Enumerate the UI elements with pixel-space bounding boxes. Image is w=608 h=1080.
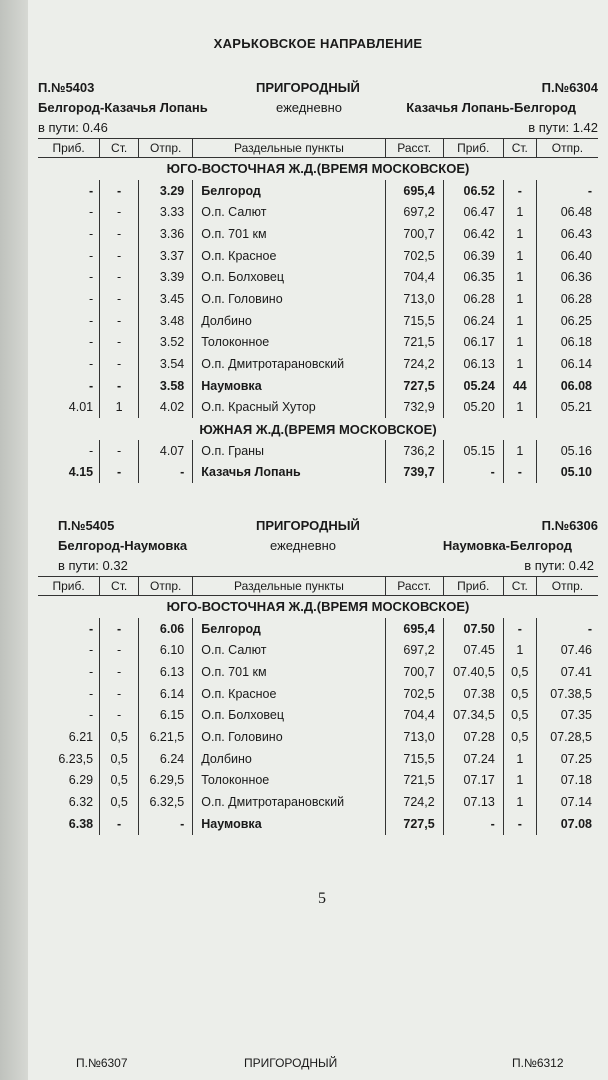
- cell-return-stop: 44: [503, 375, 536, 397]
- cell-return-departure: 06.48: [560, 205, 592, 220]
- cell-return-stop: 0,5: [503, 726, 536, 748]
- cell-return-departure: 06.43: [560, 226, 592, 241]
- column-header-distance: Расст.: [385, 577, 443, 596]
- cell-return-arrival: 06.35: [443, 266, 503, 288]
- railway-section-row: [38, 158, 598, 180]
- cell-stop: 0,5: [100, 770, 139, 792]
- column-header-return-stop: Ст.: [503, 577, 536, 596]
- table-row: [38, 791, 598, 813]
- cell-station: О.п. Салют: [193, 201, 385, 223]
- cell-stop: 0,5: [100, 748, 139, 770]
- cell-arrival: -: [38, 704, 100, 726]
- cell-departure: 3.39: [139, 266, 193, 288]
- cell-return-departure: 06.14: [560, 357, 592, 372]
- cell-return-arrival: 07.28: [443, 726, 503, 748]
- table-row: [38, 245, 598, 267]
- cell-distance: 695,4: [385, 180, 443, 202]
- table-row: [38, 748, 598, 770]
- cell-station: О.п. Дмитротарановский: [193, 353, 385, 375]
- cell-return-departure: 05.21: [560, 400, 592, 415]
- cell-departure: 6.13: [139, 661, 193, 683]
- train-header-row: [38, 518, 608, 538]
- cell-return-stop: 1: [503, 201, 536, 223]
- table-row: [38, 618, 598, 640]
- table-row: [38, 266, 598, 288]
- travel-time-right: в пути: 1.42: [528, 120, 598, 135]
- cell-station: О.п. Болховец: [193, 704, 385, 726]
- column-header-return-arrival: Приб.: [443, 577, 503, 596]
- cell-distance: 727,5: [385, 813, 443, 835]
- cell-arrival: -: [38, 639, 100, 661]
- cell-departure: -: [139, 462, 193, 484]
- cell-distance: 724,2: [385, 791, 443, 813]
- cell-departure: 3.37: [139, 245, 193, 267]
- cell-arrival: -: [38, 245, 100, 267]
- cell-arrival: 4.15: [38, 462, 100, 484]
- cell-distance: 721,5: [385, 332, 443, 354]
- cell-return-departure: 07.18: [560, 773, 592, 788]
- cell-stop: -: [100, 704, 139, 726]
- table-row: [38, 201, 598, 223]
- cell-station: О.п. Красное: [193, 683, 385, 705]
- column-header-departure: Отпр.: [139, 577, 193, 596]
- cell-station: О.п. Красное: [193, 245, 385, 267]
- cell-return-departure: 05.16: [560, 443, 592, 458]
- train-number-left: П.№5405: [58, 518, 115, 533]
- cell-return-departure: 06.25: [560, 313, 592, 328]
- cell-stop: 0,5: [100, 791, 139, 813]
- cell-departure: 4.02: [139, 397, 193, 419]
- cell-return-arrival: 06.13: [443, 353, 503, 375]
- cell-return-stop: 1: [503, 332, 536, 354]
- cell-distance: 704,4: [385, 266, 443, 288]
- cell-departure: 3.45: [139, 288, 193, 310]
- cell-station: Белгород: [193, 618, 385, 640]
- cell-return-stop: -: [503, 618, 536, 640]
- table-row: [38, 288, 598, 310]
- cell-return-departure: -: [587, 621, 592, 636]
- cell-return-departure: 07.25: [560, 751, 592, 766]
- train-type: ПРИГОРОДНЫЙ: [256, 80, 360, 95]
- timetable-table-1: [38, 138, 598, 483]
- cell-departure: 6.14: [139, 683, 193, 705]
- cell-arrival: -: [38, 683, 100, 705]
- cell-distance: 727,5: [385, 375, 443, 397]
- table-row: [38, 683, 598, 705]
- train-type: ПРИГОРОДНЫЙ: [256, 518, 360, 533]
- cell-stop: -: [100, 310, 139, 332]
- cell-return-arrival: 06.28: [443, 288, 503, 310]
- railway-name: ЮГО-ВОСТОЧНАЯ Ж.Д.(ВРЕМЯ МОСКОВСКОЕ): [166, 599, 470, 615]
- cell-arrival: 6.32: [38, 791, 100, 813]
- cell-return-arrival: 07.38: [443, 683, 503, 705]
- cell-station: Долбино: [193, 748, 385, 770]
- cell-distance: 713,0: [385, 288, 443, 310]
- cell-return-arrival: 06.52: [443, 180, 503, 202]
- column-header-arrival: Приб.: [38, 139, 100, 158]
- timetable-table-2: [38, 576, 598, 835]
- cell-return-departure: 07.41: [560, 664, 592, 679]
- cell-distance: 704,4: [385, 704, 443, 726]
- cell-distance: 715,5: [385, 310, 443, 332]
- table-row: [38, 353, 598, 375]
- cell-return-stop: 1: [503, 397, 536, 419]
- cell-return-arrival: 07.24: [443, 748, 503, 770]
- cell-stop: -: [100, 223, 139, 245]
- cell-stop: -: [100, 332, 139, 354]
- cell-arrival: -: [38, 332, 100, 354]
- route-right: Наумовка-Белгород: [442, 538, 572, 553]
- cell-departure: 6.10: [139, 639, 193, 661]
- train-type: ПРИГОРОДНЫЙ: [244, 1056, 338, 1070]
- timetable-block-1: [38, 80, 608, 483]
- cell-station: О.п. 701 км: [193, 223, 385, 245]
- cell-stop: 0,5: [100, 726, 139, 748]
- cell-distance: 739,7: [385, 462, 443, 484]
- cell-station: О.п. Дмитротарановский: [193, 791, 385, 813]
- column-header-return-departure: Отпр.: [536, 139, 598, 158]
- cell-return-arrival: 06.39: [443, 245, 503, 267]
- column-header-arrival: Приб.: [38, 577, 100, 596]
- cell-stop: -: [100, 639, 139, 661]
- cell-return-stop: 0,5: [503, 683, 536, 705]
- route-right: Казачья Лопань-Белгород: [406, 100, 576, 115]
- cell-return-stop: 0,5: [503, 661, 536, 683]
- cell-arrival: -: [38, 375, 100, 397]
- table-row: [38, 639, 598, 661]
- cell-stop: -: [100, 288, 139, 310]
- cell-distance: 702,5: [385, 683, 443, 705]
- cell-arrival: 6.23,5: [38, 748, 100, 770]
- cell-return-arrival: 06.42: [443, 223, 503, 245]
- table-row: [38, 310, 598, 332]
- cell-departure: 6.21,5: [139, 726, 193, 748]
- cell-departure: -: [139, 813, 193, 835]
- table-row: [38, 661, 598, 683]
- cell-return-departure: -: [587, 183, 592, 198]
- cell-distance: 695,4: [385, 618, 443, 640]
- cell-return-stop: -: [503, 462, 536, 484]
- train-number-left: П.№5403: [38, 80, 95, 95]
- cell-departure: 4.07: [139, 440, 193, 462]
- travel-time-row: [38, 120, 608, 138]
- cell-stop: 1: [100, 397, 139, 419]
- cell-return-arrival: 06.24: [443, 310, 503, 332]
- cell-arrival: -: [38, 266, 100, 288]
- cell-return-stop: 1: [503, 223, 536, 245]
- cell-station: О.п. Красный Хутор: [193, 397, 385, 419]
- cell-departure: 3.33: [139, 201, 193, 223]
- cell-distance: 700,7: [385, 661, 443, 683]
- cell-return-arrival: 06.47: [443, 201, 503, 223]
- cell-distance: 732,9: [385, 397, 443, 419]
- table-row: [38, 726, 598, 748]
- cell-return-arrival: 07.17: [443, 770, 503, 792]
- cell-arrival: -: [38, 353, 100, 375]
- frequency: ежедневно: [270, 538, 337, 553]
- train-header-row: [38, 80, 608, 100]
- cell-distance: 713,0: [385, 726, 443, 748]
- cell-return-arrival: 06.17: [443, 332, 503, 354]
- cell-departure: 6.29,5: [139, 770, 193, 792]
- cell-departure: 3.58: [139, 375, 193, 397]
- cell-return-departure: 06.40: [560, 248, 592, 263]
- cell-departure: 3.54: [139, 353, 193, 375]
- cell-departure: 6.06: [139, 618, 193, 640]
- cell-stop: -: [100, 266, 139, 288]
- timetable-block-2: [38, 518, 608, 835]
- cell-stop: -: [100, 618, 139, 640]
- route-left: Белгород-Наумовка: [58, 538, 188, 553]
- cell-arrival: -: [38, 180, 100, 202]
- direction-heading: ХАРЬКОВСКОЕ НАПРАВЛЕНИЕ: [213, 36, 423, 51]
- cell-return-stop: 1: [503, 353, 536, 375]
- cell-arrival: 4.01: [38, 397, 100, 419]
- cell-distance: 697,2: [385, 201, 443, 223]
- cell-station: Толоконное: [193, 770, 385, 792]
- travel-time-row: [38, 558, 608, 576]
- cell-arrival: -: [38, 223, 100, 245]
- cell-return-departure: 07.46: [560, 643, 592, 658]
- cell-arrival: -: [38, 310, 100, 332]
- cell-station: Толоконное: [193, 332, 385, 354]
- cell-arrival: -: [38, 201, 100, 223]
- cell-station: О.п. Салют: [193, 639, 385, 661]
- cell-stop: -: [100, 661, 139, 683]
- cell-distance: 700,7: [385, 223, 443, 245]
- cell-return-stop: 1: [503, 639, 536, 661]
- cell-return-stop: -: [503, 180, 536, 202]
- column-header-station: Раздельные пункты: [193, 577, 385, 596]
- column-header-return-stop: Ст.: [503, 139, 536, 158]
- route-row: [38, 538, 608, 558]
- page-edge-shadow: [0, 0, 28, 1080]
- cell-stop: -: [100, 683, 139, 705]
- cell-station: Белгород: [193, 180, 385, 202]
- table-row: [38, 223, 598, 245]
- cell-return-stop: 1: [503, 770, 536, 792]
- cell-stop: -: [100, 245, 139, 267]
- cell-return-arrival: 07.40,5: [443, 661, 503, 683]
- cell-return-departure: 07.28,5: [550, 729, 592, 744]
- cell-return-arrival: -: [443, 813, 503, 835]
- cell-return-arrival: 07.13: [443, 791, 503, 813]
- travel-time-right: в пути: 0.42: [524, 558, 594, 573]
- column-header-stop: Ст.: [100, 577, 139, 596]
- table-row: [38, 440, 598, 462]
- train-number-right: П.№6304: [541, 80, 598, 95]
- cell-departure: 3.52: [139, 332, 193, 354]
- table-row: [38, 375, 598, 397]
- table-row: [38, 704, 598, 726]
- cell-stop: -: [100, 375, 139, 397]
- cell-departure: 3.29: [139, 180, 193, 202]
- cell-return-stop: 0,5: [503, 704, 536, 726]
- cell-return-stop: 1: [503, 266, 536, 288]
- train-number-left: П.№6307: [76, 1056, 128, 1070]
- table-row: [38, 813, 598, 835]
- cell-return-arrival: 05.15: [443, 440, 503, 462]
- cell-station: Наумовка: [193, 375, 385, 397]
- cell-departure: 3.36: [139, 223, 193, 245]
- cell-station: О.п. Граны: [193, 440, 385, 462]
- cell-return-stop: 1: [503, 791, 536, 813]
- cell-arrival: -: [38, 661, 100, 683]
- cell-return-departure: 07.14: [560, 795, 592, 810]
- cell-arrival: -: [38, 618, 100, 640]
- cell-stop: -: [100, 353, 139, 375]
- train-number-right: П.№6312: [512, 1056, 564, 1070]
- cell-return-arrival: 07.34,5: [443, 704, 503, 726]
- cell-station: О.п. Головино: [193, 726, 385, 748]
- table-row: [38, 332, 598, 354]
- cell-station: О.п. 701 км: [193, 661, 385, 683]
- column-header-station: Раздельные пункты: [193, 139, 385, 158]
- cell-departure: 6.32,5: [139, 791, 193, 813]
- cell-return-arrival: 05.24: [443, 375, 503, 397]
- cell-return-departure: 07.08: [560, 816, 592, 831]
- page-number: 5: [318, 890, 326, 907]
- cell-departure: 6.24: [139, 748, 193, 770]
- cell-return-arrival: 07.50: [443, 618, 503, 640]
- cell-distance: 724,2: [385, 353, 443, 375]
- cell-distance: 702,5: [385, 245, 443, 267]
- cell-stop: -: [100, 180, 139, 202]
- cell-station: О.п. Головино: [193, 288, 385, 310]
- railway-name: ЮГО-ВОСТОЧНАЯ Ж.Д.(ВРЕМЯ МОСКОВСКОЕ): [166, 161, 470, 177]
- table-row: [38, 462, 598, 484]
- cell-arrival: 6.29: [38, 770, 100, 792]
- cell-stop: -: [100, 440, 139, 462]
- cell-return-arrival: 07.45: [443, 639, 503, 661]
- cell-departure: 6.15: [139, 704, 193, 726]
- cell-return-arrival: -: [443, 462, 503, 484]
- cell-return-stop: 1: [503, 748, 536, 770]
- cell-return-departure: 05.10: [560, 465, 592, 480]
- cell-distance: 697,2: [385, 639, 443, 661]
- cell-return-arrival: 05.20: [443, 397, 503, 419]
- train-number-right: П.№6306: [541, 518, 598, 533]
- route-left: Белгород-Казачья Лопань: [38, 100, 208, 115]
- cell-station: Долбино: [193, 310, 385, 332]
- cell-return-stop: 1: [503, 440, 536, 462]
- cell-distance: 721,5: [385, 770, 443, 792]
- next-block-header: [28, 1056, 608, 1076]
- table-header-row: [38, 139, 598, 158]
- cell-stop: -: [100, 813, 139, 835]
- cell-return-departure: 06.36: [560, 270, 592, 285]
- cell-arrival: -: [38, 288, 100, 310]
- column-header-return-arrival: Приб.: [443, 139, 503, 158]
- column-header-stop: Ст.: [100, 139, 139, 158]
- cell-distance: 715,5: [385, 748, 443, 770]
- cell-arrival: -: [38, 440, 100, 462]
- cell-return-departure: 06.18: [560, 335, 592, 350]
- frequency: ежедневно: [276, 100, 343, 115]
- table-header-row: [38, 577, 598, 596]
- cell-station: О.п. Болховец: [193, 266, 385, 288]
- cell-station: Наумовка: [193, 813, 385, 835]
- cell-departure: 3.48: [139, 310, 193, 332]
- column-header-distance: Расст.: [385, 139, 443, 158]
- cell-arrival: 6.38: [38, 813, 100, 835]
- table-row: [38, 180, 598, 202]
- table-row: [38, 397, 598, 419]
- cell-stop: -: [100, 201, 139, 223]
- cell-return-departure: 07.38,5: [550, 686, 592, 701]
- cell-return-stop: -: [503, 813, 536, 835]
- railway-name: ЮЖНАЯ Ж.Д.(ВРЕМЯ МОСКОВСКОЕ): [199, 421, 437, 437]
- table-row: [38, 770, 598, 792]
- travel-time-left: в пути: 0.32: [58, 558, 128, 573]
- railway-section-row: [38, 596, 598, 618]
- cell-return-stop: 1: [503, 310, 536, 332]
- column-header-return-departure: Отпр.: [536, 577, 598, 596]
- route-row: [38, 100, 608, 120]
- cell-return-departure: 06.08: [560, 378, 592, 393]
- cell-return-stop: 1: [503, 245, 536, 267]
- railway-section-row: [38, 418, 598, 440]
- cell-station: Казачья Лопань: [193, 462, 385, 484]
- cell-distance: 736,2: [385, 440, 443, 462]
- cell-return-stop: 1: [503, 288, 536, 310]
- cell-return-departure: 06.28: [560, 291, 592, 306]
- column-header-departure: Отпр.: [139, 139, 193, 158]
- travel-time-left: в пути: 0.46: [38, 120, 108, 135]
- cell-return-departure: 07.35: [560, 708, 592, 723]
- cell-stop: -: [100, 462, 139, 484]
- cell-arrival: 6.21: [38, 726, 100, 748]
